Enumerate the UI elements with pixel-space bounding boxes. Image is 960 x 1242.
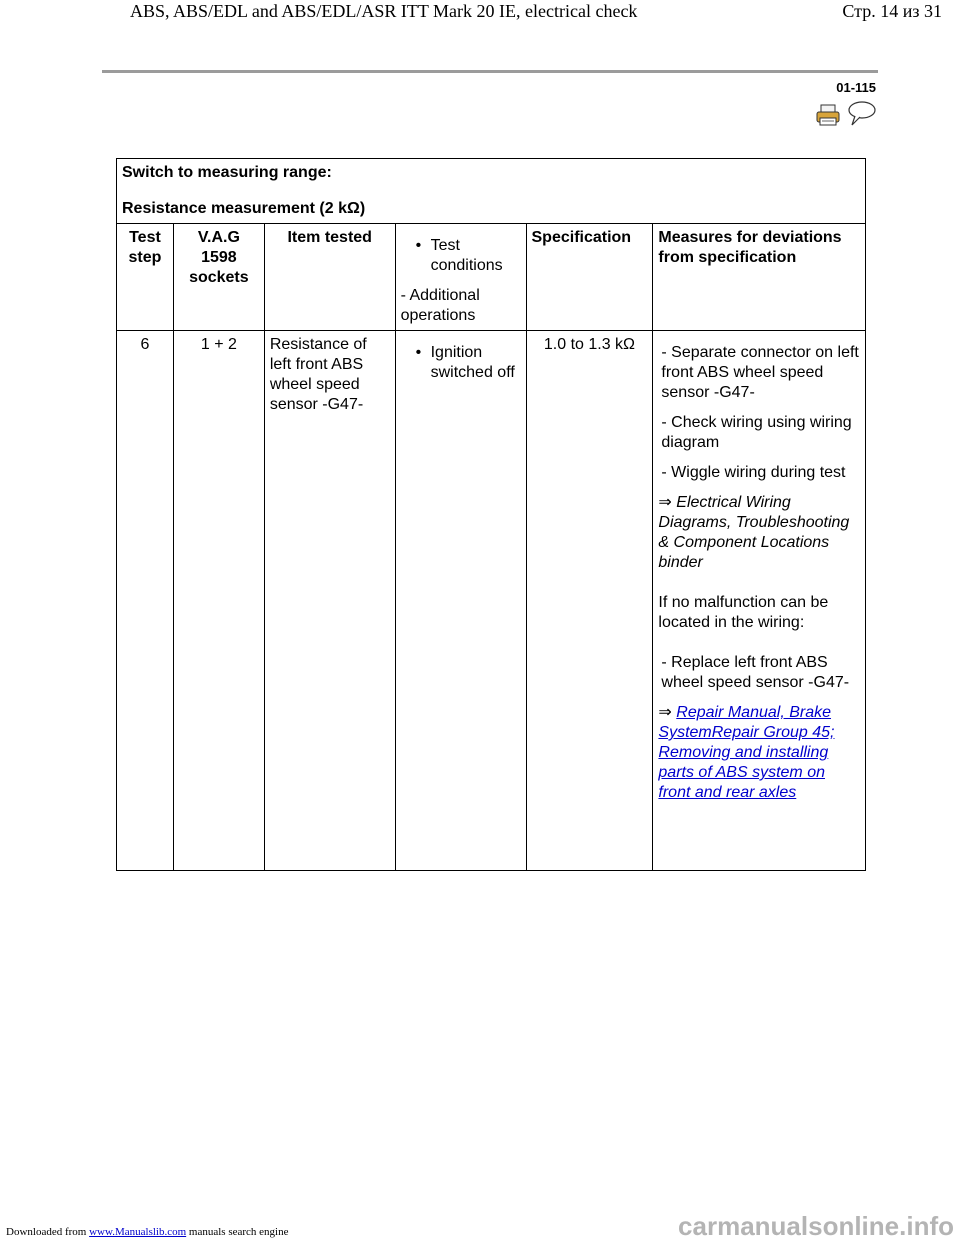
measurement-table — [116, 158, 866, 871]
printer-icon[interactable] — [816, 104, 840, 131]
cell-measures — [653, 331, 866, 871]
cell-sockets: 1 + 2 — [173, 331, 264, 871]
table-header-row — [117, 224, 866, 331]
toolbar-icons — [816, 100, 876, 131]
col-measures: Measures for deviations from specification — [653, 224, 866, 331]
col-item-tested: Item tested — [264, 224, 395, 331]
page-code: 01-115 — [836, 80, 876, 95]
cell-conditions — [395, 331, 526, 871]
col-conditions — [395, 224, 526, 331]
arrow-icon: ⇒ — [658, 494, 672, 511]
measure-3: - Wiggle wiring during test — [661, 464, 846, 481]
cell-item-tested: Resistance of left front ABS wheel speed sensor -G47- — [264, 331, 395, 871]
measuring-range-label: Switch to measuring range: — [122, 164, 332, 181]
no-malfunction-note: If no malfunction can be located in the wiring: — [658, 594, 829, 631]
cell-specification: 1.0 to 1.3 kΩ — [526, 331, 653, 871]
cell-test-step: 6 — [117, 331, 174, 871]
intro-cell — [117, 159, 866, 224]
footer-suffix: manuals search engine — [188, 1226, 289, 1238]
download-footer — [6, 1226, 288, 1238]
speech-bubble-icon[interactable] — [846, 100, 876, 131]
col-test-step: Test step — [117, 224, 174, 331]
measure-4: - Replace left front ABS wheel speed sensor -G47- — [661, 654, 850, 691]
manualslib-link[interactable]: www.Manualslib.com — [89, 1226, 187, 1238]
conditions-bullet: • Test conditions — [431, 236, 521, 276]
repair-manual-link[interactable]: Repair Manual, Brake SystemRepair Group 45; Removing and installing parts of ABS system on front and rear axles — [658, 704, 835, 801]
document-title: ABS, ABS/EDL and ABS/EDL/ASR ITT Mark 20 IE, electrical check — [130, 1, 638, 21]
measure-2: - Check wiring using wiring diagram — [661, 414, 852, 451]
footer-prefix: Downloaded from — [6, 1226, 87, 1238]
col-vag-sockets: V.A.G 1598 sockets — [173, 224, 264, 331]
col-specification: Specification — [526, 224, 653, 331]
reference-repair-manual — [658, 703, 860, 803]
watermark: carmanualsonline.info — [678, 1211, 954, 1241]
header-rule — [102, 70, 878, 73]
wiring-diagram-ref: Electrical Wiring Diagrams, Troubleshooting & Component Locations binder — [658, 494, 850, 571]
arrow-icon: ⇒ — [658, 704, 672, 721]
condition-bullet: • Ignition switched off — [431, 343, 521, 383]
reference-wiring-diagrams — [658, 493, 860, 573]
resistance-measurement-label: Resistance measurement (2 kΩ) — [122, 200, 366, 217]
page-indicator: Стр. 14 из 31 — [842, 1, 942, 21]
table-row — [117, 331, 866, 871]
measure-1: - Separate connector on left front ABS wheel speed sensor -G47- — [661, 344, 859, 401]
conditions-extra: - Additional operations — [400, 287, 480, 324]
